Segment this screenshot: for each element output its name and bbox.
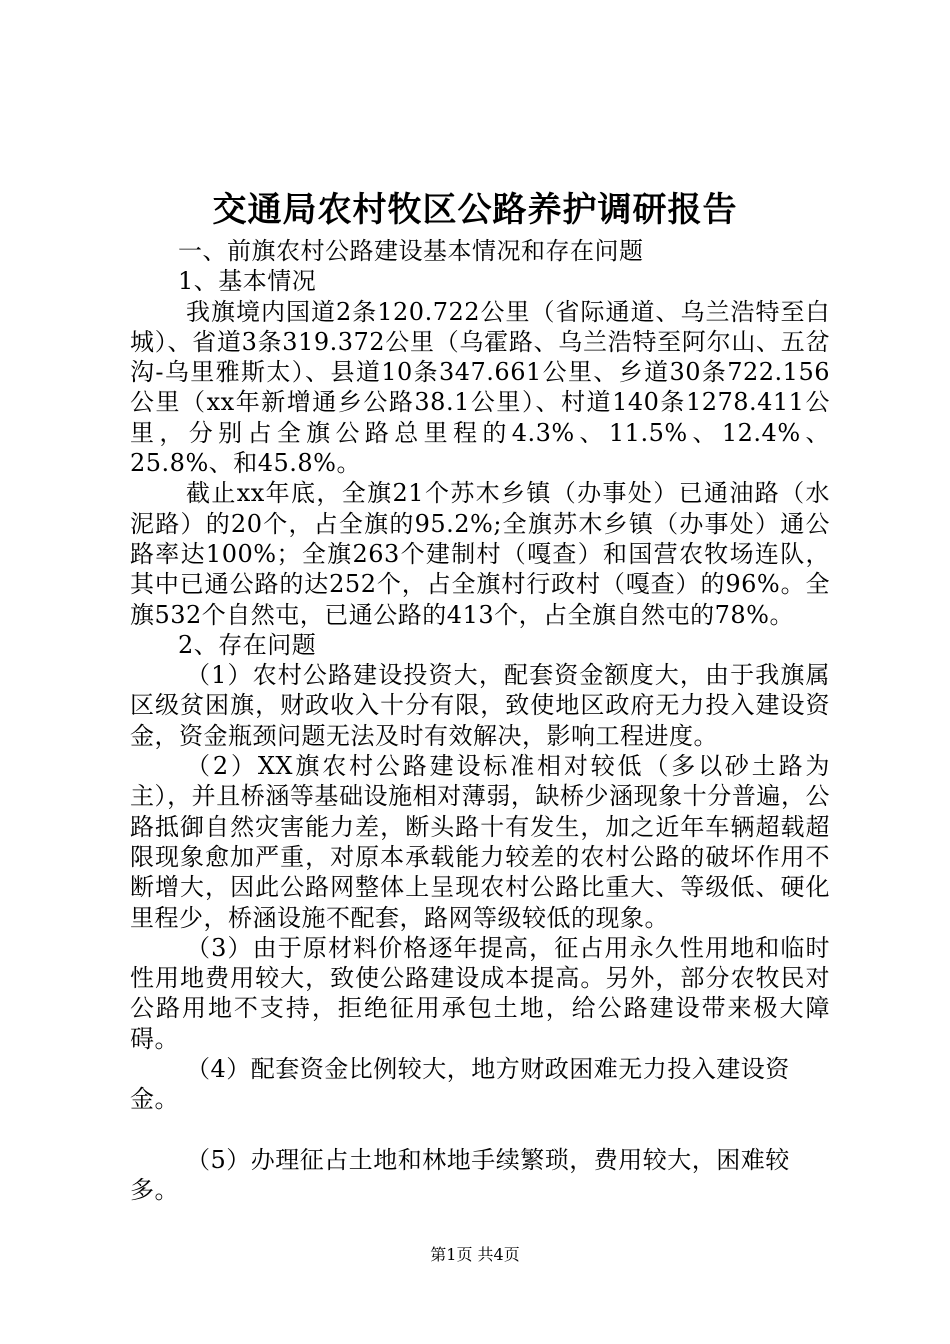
document-title: 交通局农村牧区公路养护调研报告 bbox=[212, 190, 738, 230]
issue-item-5: （5）办理征占土地和林地手续繁琐，费用较大，困难较多。 bbox=[130, 1145, 790, 1204]
subsection-heading-problems: 2、存在问题 bbox=[178, 630, 317, 659]
paragraph-gap bbox=[130, 1115, 830, 1145]
paragraph-township-access: 截止xx年底，全旗21个苏木乡镇（办事处）已通油路（水泥路）的20个，占全旗的95.2%;全旗苏木乡镇（办事处）通公路率达100%；全旗263个建制村（嘎查）和国营农牧场连队，其中已通公路的达252个，占全旗村行政村（嘎查）的96%。全旗532个自然屯，已通公路的413个，占全旗自然屯的78%。 bbox=[130, 479, 830, 629]
issue-item-3: （3）由于原材料价格逐年提高，征占用永久性用地和临时性用地费用较大，致使公路建设成本提高。另外，部分农牧民对公路用地不支持，拒绝征用承包土地，给公路建设带来极大障碍。 bbox=[130, 933, 830, 1053]
section-heading: 一、前旗农村公路建设基本情况和存在问题 bbox=[178, 237, 644, 265]
issue-item-1: （1）农村公路建设投资大，配套资金额度大，由于我旗属区级贫困旗，财政收入十分有限，致使地区政府无力投入建设资金，资金瓶颈问题无法及时有效解决，影响工程进度。 bbox=[130, 661, 830, 750]
paragraph-basic-road-stats: 我旗境内国道2条120.722公里（省际通道、乌兰浩特至白城）、省道3条319.372公里（乌霍路、乌兰浩特至阿尔山、五岔沟-乌里雅斯太）、县道10条347.661公里、乡道30条722.156公里（xx年新增通乡公路38.1公里）、村道140条1278.411公里，分别占全旗公路总里程的4.3%、11.5%、12.4%、25.8%、和45.8%。 bbox=[130, 297, 830, 478]
document-body bbox=[130, 236, 830, 1205]
issue-item-2: （2）XX旗农村公路建设标准相对较低（多以砂土路为主），并且桥涵等基础设施相对薄弱，缺桥少涵现象十分普遍，公路抵御自然灾害能力差，断头路十有发生，加之近年车辆超载超限现象愈加严重，对原本承载能力较差的农村公路的破坏作用不断增大，因此公路网整体上呈现农村公路比重大、等级低、硬化里程少，桥涵设施不配套，路网等级较低的现象。 bbox=[130, 752, 830, 932]
page-footer: 第1页 共4页 bbox=[430, 1245, 520, 1264]
issue-item-4: （4）配套资金比例较大，地方财政困难无力投入建设资金。 bbox=[130, 1055, 790, 1114]
subsection-heading-basic: 1、基本情况 bbox=[178, 267, 317, 296]
